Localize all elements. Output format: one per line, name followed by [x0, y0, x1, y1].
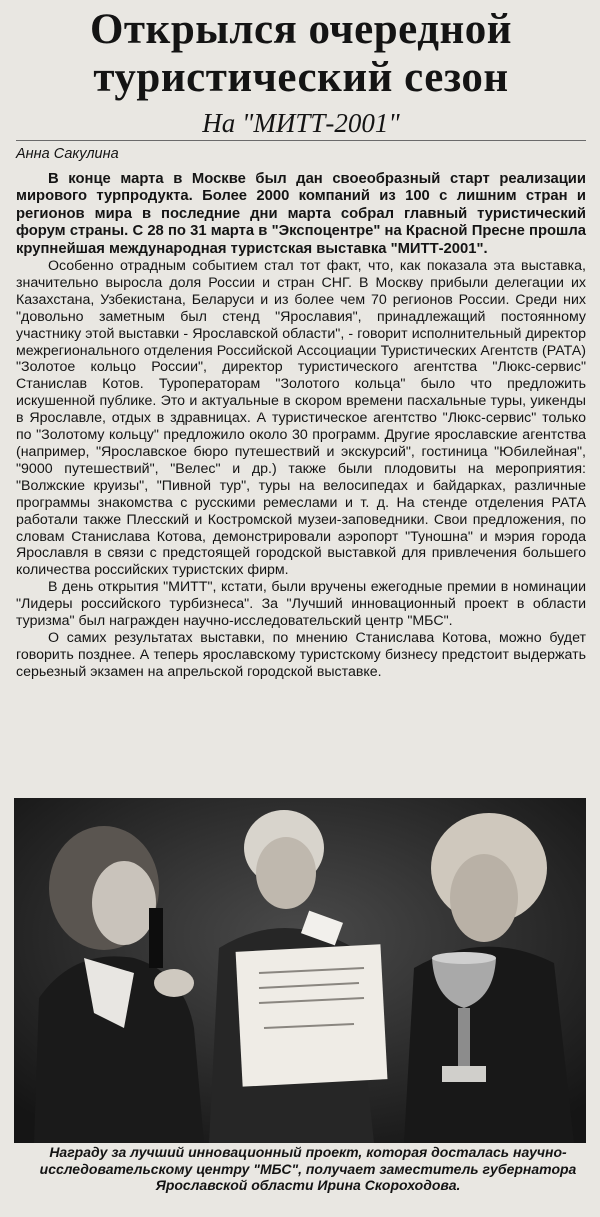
newspaper-page: [0, 6, 600, 1217]
news-photo: [14, 798, 586, 1143]
divider: [16, 140, 586, 141]
body-paragraph-2: В день открытия "МИТТ", кстати, были вручены ежегодные премии в номинации "Лидеры российского турбизнеса". За "Лучший инновационный проект в области туризма" был награжден научно-исследовательский центр "МБС".: [16, 579, 586, 630]
lead-paragraph: В конце марта в Москве был дан своеобразный старт реализации мирового турпродукта. Более 2000 компаний из 100 с лишним стран и регионов мира в последние дни марта собрал главный туристический форум страны. С 28 по 31 марта в "Экспоцентре" на Красной Пресне прошла крупнейшая международная туристская выставка "МИТТ-2001".: [16, 171, 586, 257]
headline: [16, 6, 586, 102]
photo-illustration: [14, 798, 586, 1143]
body-paragraph-1: Особенно отрадным событием стал тот факт, что, как показала эта выставка, значительно выросла доля России и стран СНГ. В Москву прибыли делегации их Казахстана, Узбекистана, Беларуси и из более чем 70 регионов России. Среди них "довольно заметным был стенд "Ярославия", принадлежащий постоянному участнику этой выставки - Ярославской области", - говорит исполнительный директор межрегионального отделения Российской Ассоциации Туристических Агентств (РАТА) "Золотое кольцо России", директор туристического агентства "Люкс-сервис" Станислав Котов. Туроператорам "Золотого кольца" было что предложить искушенной публике. Это и актуальные в скором времени пасхальные туры, уикенды в Ярославле, отдых в здравницах. А туристическое агентство "Люкс-сервис" только по "Золотому кольцу" предложило около 30 программ. Другие ярославские агентства (например, "Ярославское бюро путешествий и экскурсий", гостиница "Юбилейная", "9000 путешествий", "Велес" и др.) также были плодовиты на мероприятия: "Волжские круизы", "Пивной тур", туры на велосипедах и байдарках, различные программы знакомства с русскими ремеслами и т. д. На стенде отделения РАТА работали также Плесский и Костромской музеи-заповедники. Свои предложения, по словам Станислава Котова, демонстрировали аэропорт "Тунoшна" и мэрия города Ярославля в связи с предстоящей городской выставкой для привлечения большего количества российских туристских фирм.: [16, 258, 586, 579]
headline-line-1: Открылся очередной: [89, 6, 512, 53]
photo-caption: Награду за лучший инновационный проект, которая досталась научно-исследовательскому центру "МБС", получает заместитель губернатора Ярославской области Ирина Скороходова.: [39, 1144, 577, 1193]
byline: Анна Сакулина: [16, 146, 119, 162]
subheadline: На "МИТТ-2001": [202, 108, 400, 138]
headline-line-2: туристический сезон: [93, 54, 509, 101]
body-paragraph-3: О самих результатах выставки, по мнению Станислава Котова, можно будет говорить позднее. А теперь ярославскому туристскому бизнесу предстоит выдержать серьезный экзамен на апрельской городской выставке.: [16, 629, 586, 680]
